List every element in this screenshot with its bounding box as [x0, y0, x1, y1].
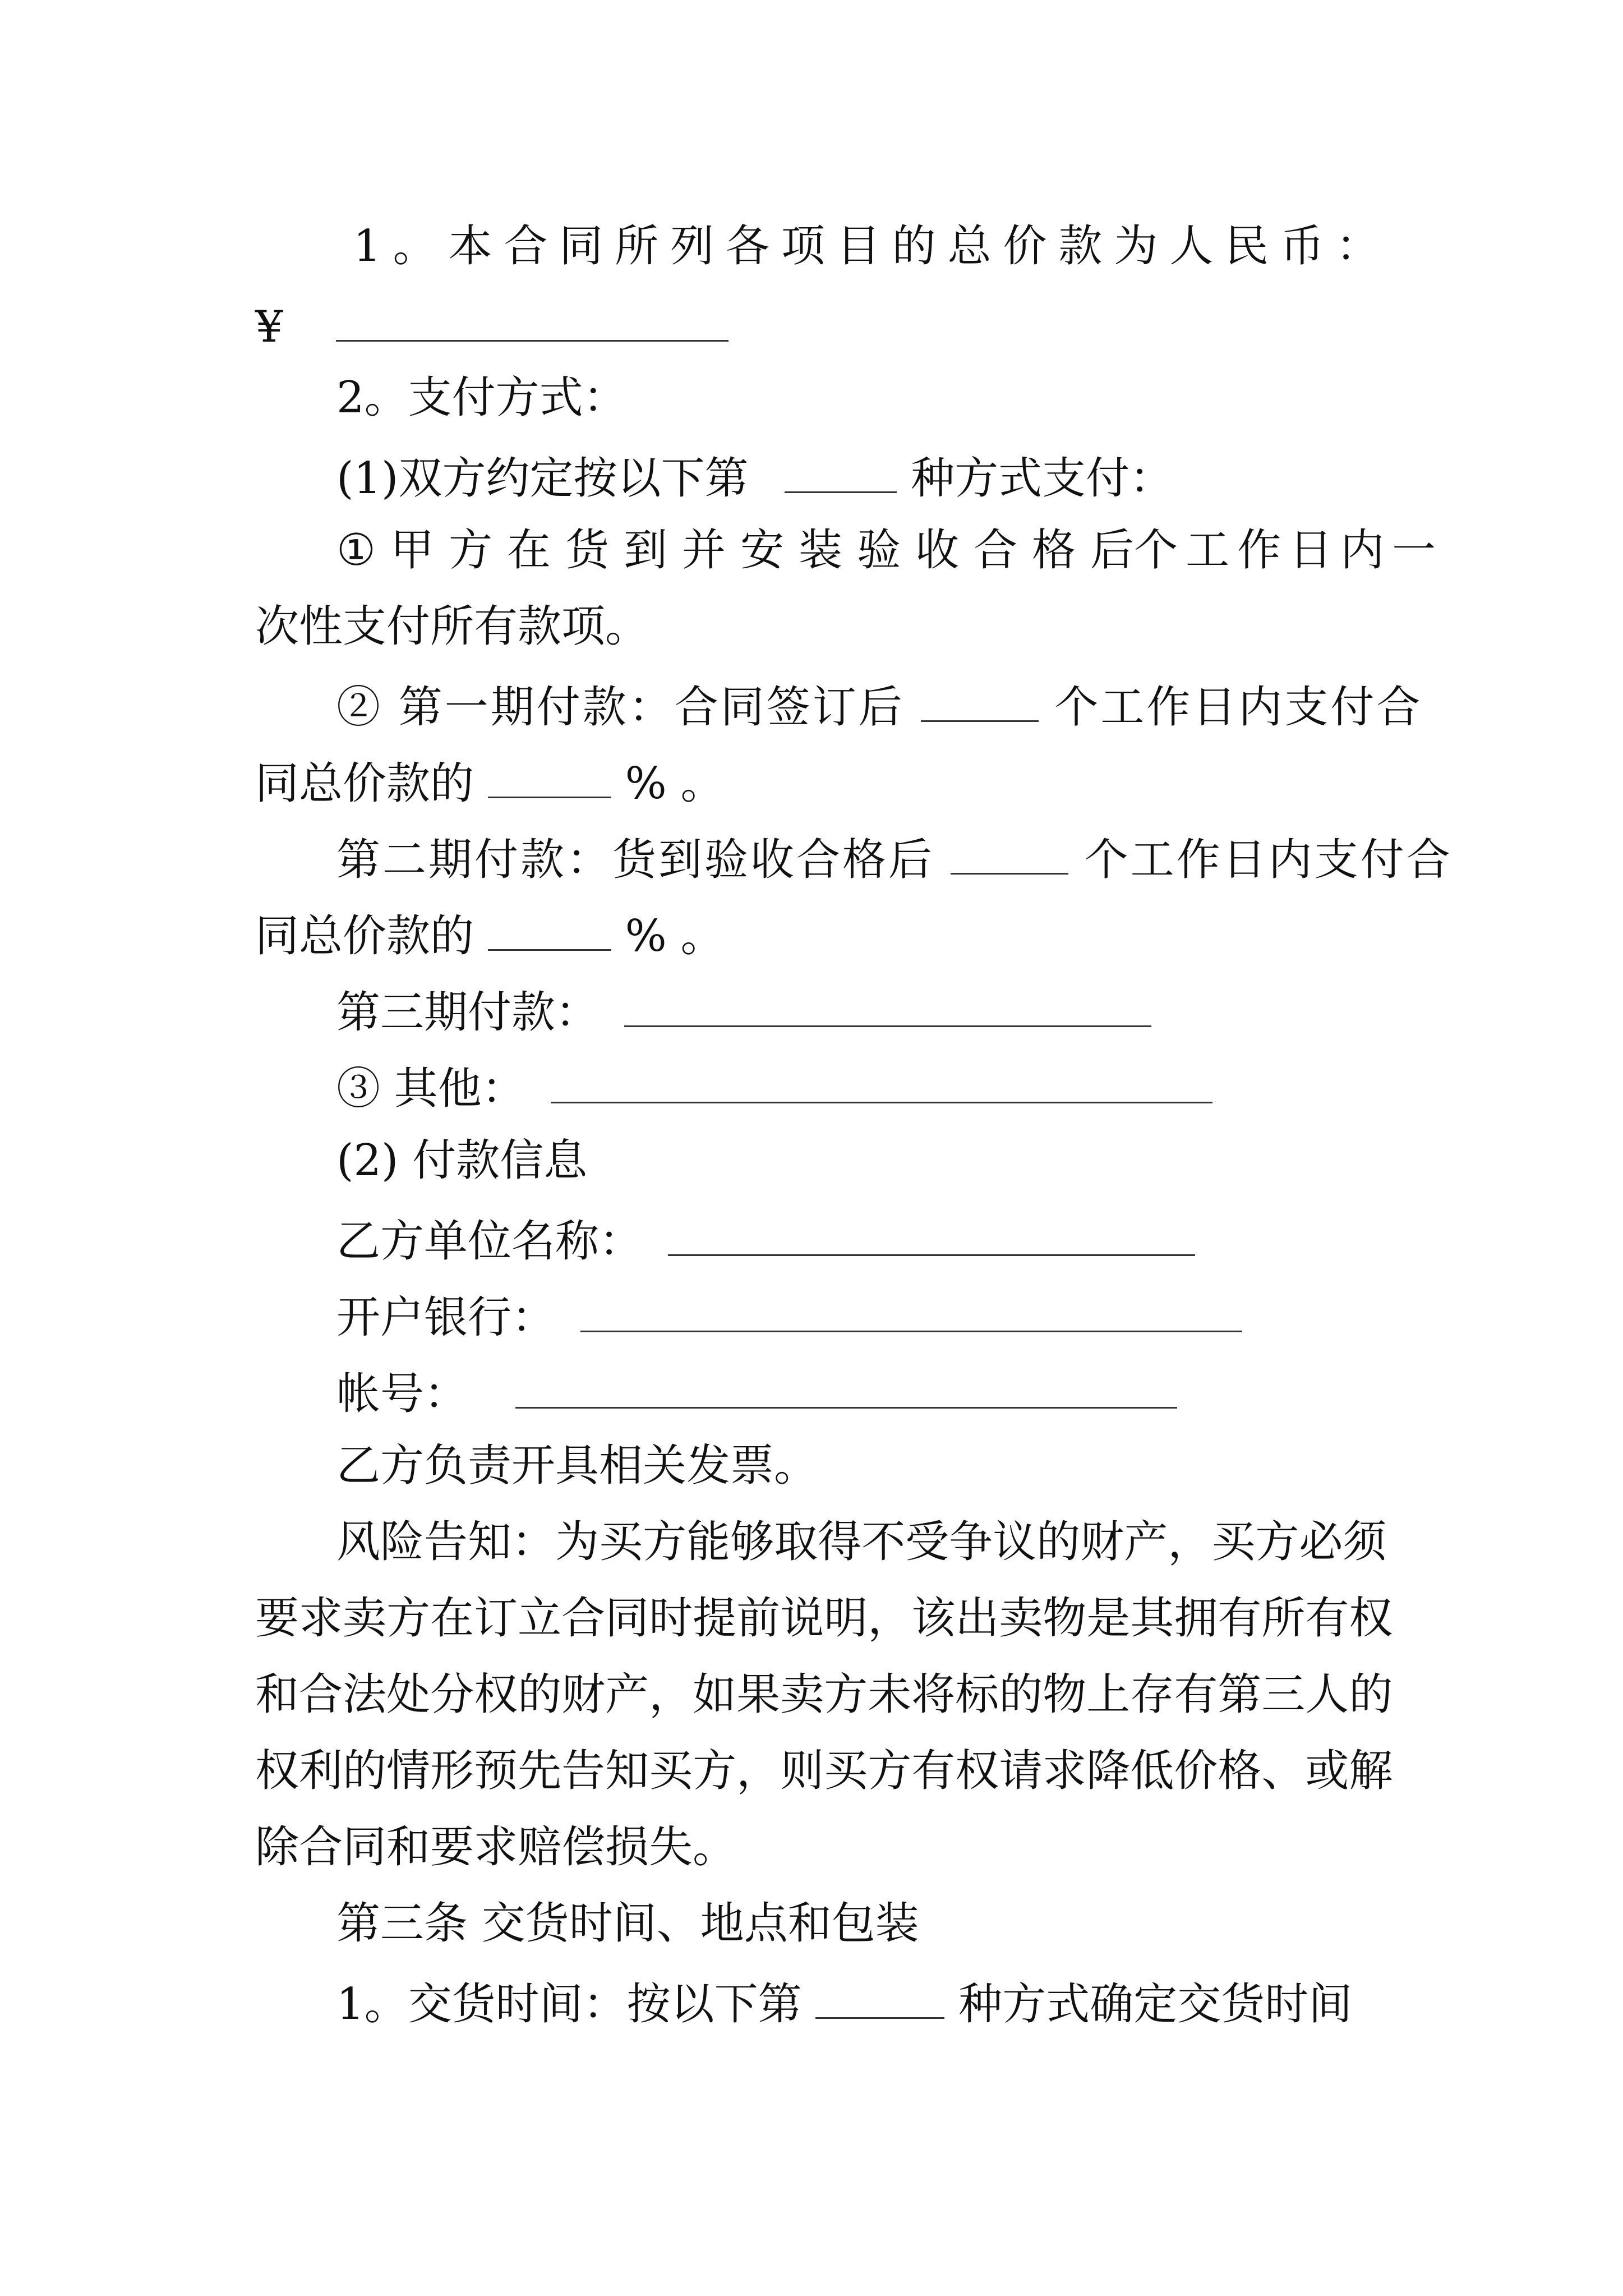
delivery-method-blank — [815, 1978, 944, 2019]
installment-three-line — [336, 986, 1151, 1038]
total-price-char: 价 — [1003, 221, 1047, 272]
option-one-char: 方 — [448, 525, 492, 576]
risk-notice-line: 风 险 告 知 ： 为 买 方 能 够 取 得 不 受 争 议 的 财 产 ， 买 方 必 须 — [336, 1517, 1387, 1567]
article-three-title: 第三条 交货时间、地点和包装 — [336, 1898, 919, 1949]
installment-two-percent: % 。 — [625, 911, 725, 961]
installment-two-line2 — [255, 910, 725, 961]
option-one-line2: 次性支付所有款项。 — [255, 601, 649, 652]
option-one-char: 甲 — [390, 525, 434, 576]
total-price-char: 1 — [353, 221, 381, 272]
bank-blank — [580, 1291, 1242, 1332]
total-price-char: 。 — [393, 221, 437, 272]
total-price-char: 人 — [1169, 221, 1214, 272]
installment-three-blank — [624, 986, 1151, 1027]
bank-label: 开户银行： — [336, 1292, 556, 1343]
option-one-char: 验 — [857, 525, 901, 576]
payment-info-title: (2) 付款信息 — [336, 1135, 588, 1186]
installment-one-percent: % 。 — [625, 758, 725, 809]
installment-two-line — [336, 834, 1453, 885]
option-one-tail: 个工作日内一 — [1134, 525, 1444, 576]
installment-one-tail: 个工作日内支付合 — [1054, 682, 1423, 733]
delivery-time-tail: 种方式确定交货时间 — [958, 1979, 1353, 2030]
total-price-char: 款 — [1058, 221, 1103, 272]
account-blank — [515, 1368, 1177, 1409]
total-price-char: 目 — [836, 221, 880, 272]
risk-notice-line: 和 合 法 处 分 权 的 财 产 ， 如 果 卖 方 未 将 标 的 物 上 存 有 第 三 人 的 — [255, 1669, 1393, 1720]
installment-two-percent-blank — [488, 910, 611, 951]
total-price-line — [353, 221, 1380, 272]
total-price-char: 币 — [1280, 221, 1325, 272]
account-line — [336, 1368, 1177, 1419]
total-price-char: 项 — [781, 221, 825, 272]
account-label: 帐号： — [336, 1369, 468, 1419]
option-one-char: 后 — [1090, 525, 1135, 576]
option-one-char: ① — [336, 525, 376, 576]
risk-notice-line: 要 求 卖 方 在 订 立 合 同 时 提 前 说 明 ， 该 出 卖 物 是 其 拥 有 所 有 权 — [255, 1593, 1393, 1644]
risk-notice-line: 权 利 的 情 形 预 先 告 知 买 方 ， 则 买 方 有 权 请 求 降 低 价 格 、 或 解 — [255, 1746, 1393, 1796]
installment-one-text: ② 第一期付款：合同签订后 — [336, 682, 905, 733]
installment-two-ratio-text: 同总价款的 — [255, 911, 474, 961]
installment-two-tail: 个工作日内支付合 — [1084, 835, 1453, 885]
bank-line — [336, 1291, 1242, 1343]
delivery-time-line — [336, 1978, 1353, 2030]
option-three-label: ③ 其他： — [336, 1064, 525, 1114]
installment-one-days-blank — [921, 681, 1039, 722]
option-one-char: 格 — [1032, 525, 1076, 576]
currency-line — [255, 301, 728, 352]
installment-one-percent-blank — [488, 757, 611, 798]
total-price-char: ： — [1335, 221, 1380, 272]
option-one-char: 货 — [565, 525, 609, 576]
option-one-char: 到 — [624, 525, 668, 576]
method-choice-tail: 种方式支付： — [911, 453, 1174, 504]
method-number-blank — [785, 452, 897, 493]
payee-blank — [668, 1215, 1195, 1256]
option-one-char: 并 — [682, 525, 726, 576]
option-one-char: 在 — [506, 525, 551, 576]
option-one-char: 收 — [915, 525, 960, 576]
total-price-char: 各 — [725, 221, 769, 272]
option-one-line — [336, 525, 1444, 576]
total-price-char: 列 — [670, 221, 714, 272]
option-one-char: 安 — [740, 525, 785, 576]
installment-two-text: 第二期付款：货到验收合格后 — [336, 835, 935, 885]
option-three-line — [336, 1062, 1212, 1114]
total-price-char: 总 — [947, 221, 992, 272]
option-one-char: 合 — [974, 525, 1018, 576]
payment-method-title: 2。支付方式： — [336, 372, 627, 423]
installment-three-label: 第三期付款： — [336, 987, 600, 1038]
total-price-char: 同 — [559, 221, 603, 272]
yuan-symbol: ¥ — [255, 302, 283, 352]
invoice-line: 乙方负责开具相关发票。 — [336, 1441, 818, 1491]
option-one-text — [336, 525, 1135, 576]
installment-two-days-blank — [951, 834, 1068, 875]
total-price-char: 的 — [892, 221, 936, 272]
payee-label: 乙方单位名称： — [336, 1216, 643, 1267]
installment-one-line2 — [255, 757, 725, 809]
total-price-char: 所 — [615, 221, 659, 272]
option-one-char: 装 — [799, 525, 843, 576]
total-amount-blank — [336, 301, 728, 342]
method-choice-line — [336, 452, 1174, 504]
total-price-char: 为 — [1114, 221, 1158, 272]
method-choice-text: (1)双方约定按以下第 — [336, 453, 749, 504]
installment-one-ratio-text: 同总价款的 — [255, 758, 474, 809]
risk-notice-line: 除合同和要求赔偿损失。 — [255, 1822, 737, 1872]
payee-line — [336, 1215, 1195, 1267]
total-price-char: 合 — [504, 221, 548, 272]
total-price-char: 民 — [1225, 221, 1269, 272]
delivery-time-text: 1。交货时间：按以下第 — [336, 1979, 802, 2030]
installment-one-line — [336, 681, 1423, 733]
total-price-char: 本 — [448, 221, 492, 272]
option-three-blank — [551, 1062, 1212, 1103]
